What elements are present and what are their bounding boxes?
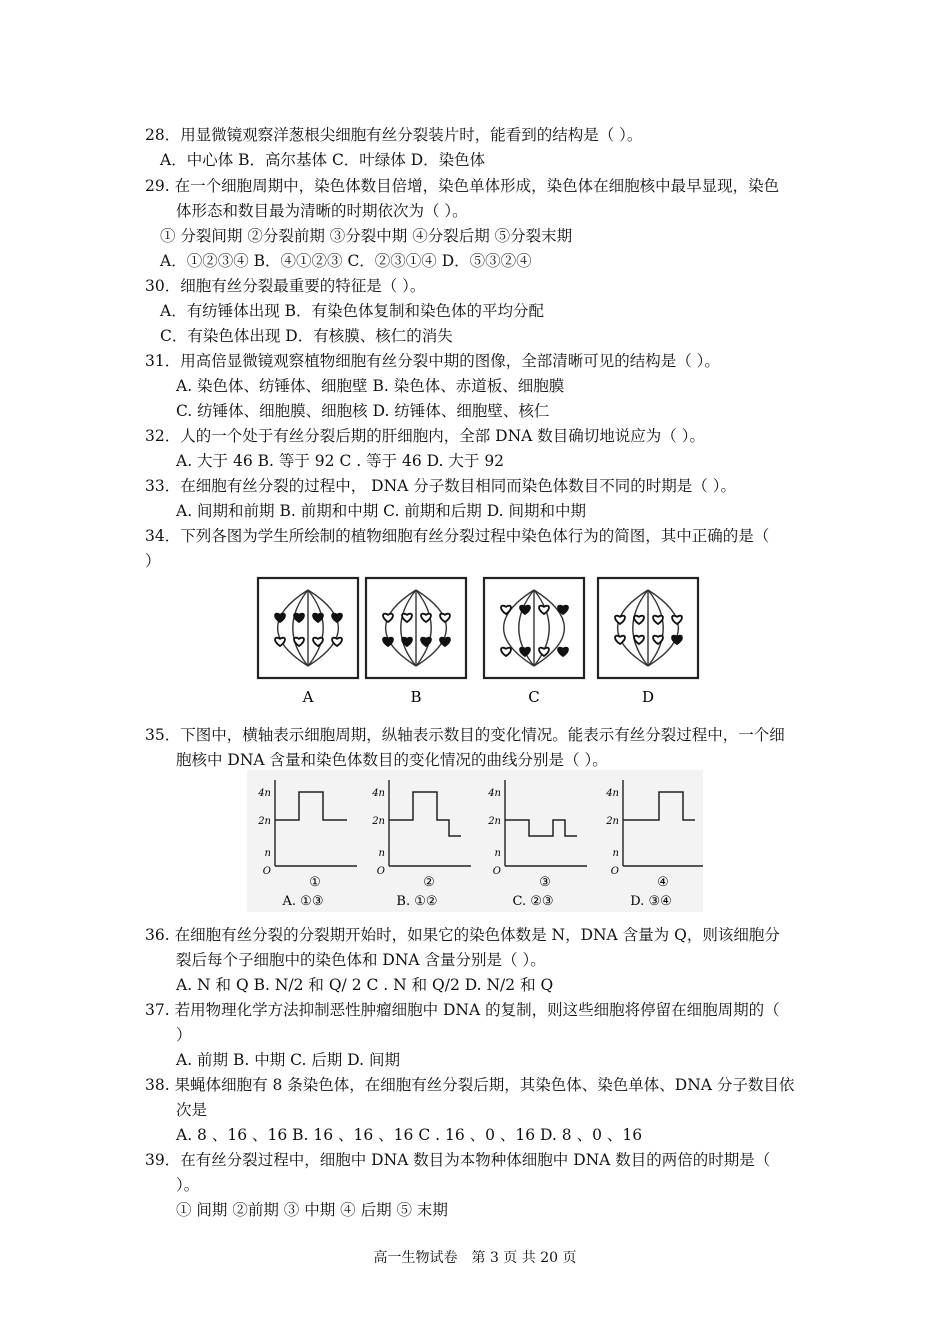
graph-caption-1: A. ①③ [282, 894, 324, 909]
q36-stem-2: 裂后每个子细胞中的染色体和 DNA 含量分别是（ ）。 [176, 951, 546, 969]
cell-label-b: B [410, 688, 422, 705]
q34-stem-1: 34．下列各图为学生所绘制的植物细胞有丝分裂过程中染色体行为的简图，其中正确的是（ [145, 527, 770, 545]
q37-stem-2: ） [176, 1026, 192, 1044]
q29-stem-1: 29. 在一个细胞周期中，染色体数目倍增，染色单体形成，染色体在细胞核中最早显现，染色 [145, 177, 780, 195]
q37-options: A. 前期 B. 中期 C. 后期 D. 间期 [176, 1051, 400, 1069]
q37-stem-1: 37. 若用物理化学方法抑制恶性肿瘤细胞中 DNA 的复制，则这些细胞将停留在细胞周期的（ [145, 1001, 780, 1019]
y-tick-label: 4n [606, 788, 619, 799]
y-tick-label: 4n [258, 788, 271, 799]
q35-stem-2: 胞核中 DNA 含量和染色体数目的变化情况的曲线分别是（ ）。 [176, 751, 608, 769]
y-tick-label: O [376, 866, 385, 877]
cell-diagram-d [598, 578, 698, 705]
y-tick-label: n [494, 848, 501, 859]
cell-diagram-b [366, 578, 466, 705]
graph-number-4: ④ [657, 875, 669, 890]
y-tick-label: n [612, 848, 619, 859]
y-tick-label: 4n [488, 788, 501, 799]
y-tick-label: 2n [488, 816, 501, 827]
graph-number-3: ③ [539, 875, 551, 890]
y-tick-label: n [378, 848, 385, 859]
q38-stem-2: 次是 [176, 1101, 208, 1119]
cell-division-figure [255, 570, 700, 705]
q28-options: A．中心体 B．高尔基体 C．叶绿体 D．染色体 [160, 151, 486, 169]
q36-options: A. N 和 Q B. N/2 和 Q/ 2 C . N 和 Q/2 D. N/2 和 Q [176, 976, 554, 994]
q29-stem-2: 体形态和数目最为清晰的时期依次为（ ）。 [176, 202, 468, 220]
q32-stem: 32．人的一个处于有丝分裂后期的肝细胞内，全部 DNA 数目确切地说应为（ ）。 [145, 427, 705, 445]
q31-stem: 31．用高倍显微镜观察植物细胞有丝分裂中期的图像，全部清晰可见的结构是（ ）。 [145, 352, 720, 370]
q33-stem: 33．在细胞有丝分裂的过程中， DNA 分子数目相同而染色体数目不同的时期是（ ）。 [145, 477, 736, 495]
y-tick-label: 4n [372, 788, 385, 799]
q34-stem-2: ） [145, 552, 161, 570]
graph-number-2: ② [423, 875, 435, 890]
q39-phases: ① 间期 ②前期 ③ 中期 ④ 后期 ⑤ 末期 [176, 1201, 448, 1219]
graph-caption-4: D. ③④ [630, 894, 672, 909]
y-tick-label: 2n [258, 816, 271, 827]
y-tick-label: n [264, 848, 271, 859]
q31-options-1: A. 染色体、纺锤体、细胞壁 B. 染色体、赤道板、细胞膜 [176, 377, 565, 395]
y-tick-label: O [610, 866, 619, 877]
q32-options: A. 大于 46 B. 等于 92 C . 等于 46 D. 大于 92 [176, 452, 505, 470]
q29-phases: ① 分裂间期 ②分裂前期 ③分裂中期 ④分裂后期 ⑤分裂末期 [160, 227, 573, 245]
q38-options: A. 8 、16 、16 B. 16 、16 、16 C . 16 、0 、16 D. 8 、0 、16 [176, 1126, 643, 1144]
cell-label-c: C [528, 688, 540, 705]
q29-options: A．①②③④ B．④①②③ C．②③①④ D．⑤③②④ [160, 252, 532, 270]
q38-stem-1: 38. 果蝇体细胞有 8 条染色体，在细胞有丝分裂后期，其染色体、染色单体、DNA 分子数目依 [145, 1076, 795, 1094]
q35-stem-1: 35．下图中，横轴表示细胞周期，纵轴表示数目的变化情况。能表示有丝分裂过程中，一个细 [145, 726, 785, 744]
y-tick-label: O [492, 866, 501, 877]
graph-number-1: ① [309, 875, 321, 890]
q30-stem: 30．细胞有丝分裂最重要的特征是（ ）。 [145, 277, 426, 295]
graph-caption-3: C. ②③ [512, 894, 554, 909]
dna-graph-figure [247, 770, 703, 912]
q33-options: A. 间期和前期 B. 前期和中期 C. 前期和后期 D. 间期和中期 [176, 502, 586, 520]
page-footer: 高一生物试卷 第 3 页 共 20 页 [373, 1250, 577, 1266]
q30-options-2: C．有染色体出现 D．有核膜、核仁的消失 [160, 327, 453, 345]
cell-diagram-a [258, 578, 358, 705]
cell-label-d: D [641, 688, 655, 705]
graph-caption-2: B. ①② [396, 894, 438, 909]
q39-stem-2: ）。 [176, 1176, 200, 1194]
y-tick-label: 2n [606, 816, 619, 827]
q36-stem-1: 36. 在细胞有丝分裂的分裂期开始时，如果它的染色体数是 N，DNA 含量为 Q，则该细胞分 [145, 926, 780, 944]
cell-diagram-c [484, 578, 584, 705]
cell-label-a: A [302, 688, 314, 705]
q31-options-2: C. 纺锤体、细胞膜、细胞核 D. 纺锤体、细胞壁、核仁 [176, 402, 550, 420]
q30-options-1: A．有纺锤体出现 B．有染色体复制和染色体的平均分配 [160, 302, 545, 320]
y-tick-label: 2n [372, 816, 385, 827]
q28-stem: 28．用显微镜观察洋葱根尖细胞有丝分裂装片时，能看到的结构是（ ）。 [145, 126, 643, 144]
q39-stem-1: 39．在有丝分裂过程中，细胞中 DNA 数目为本物种体细胞中 DNA 数目的两倍的时期是（ [145, 1151, 771, 1169]
y-tick-label: O [262, 866, 271, 877]
